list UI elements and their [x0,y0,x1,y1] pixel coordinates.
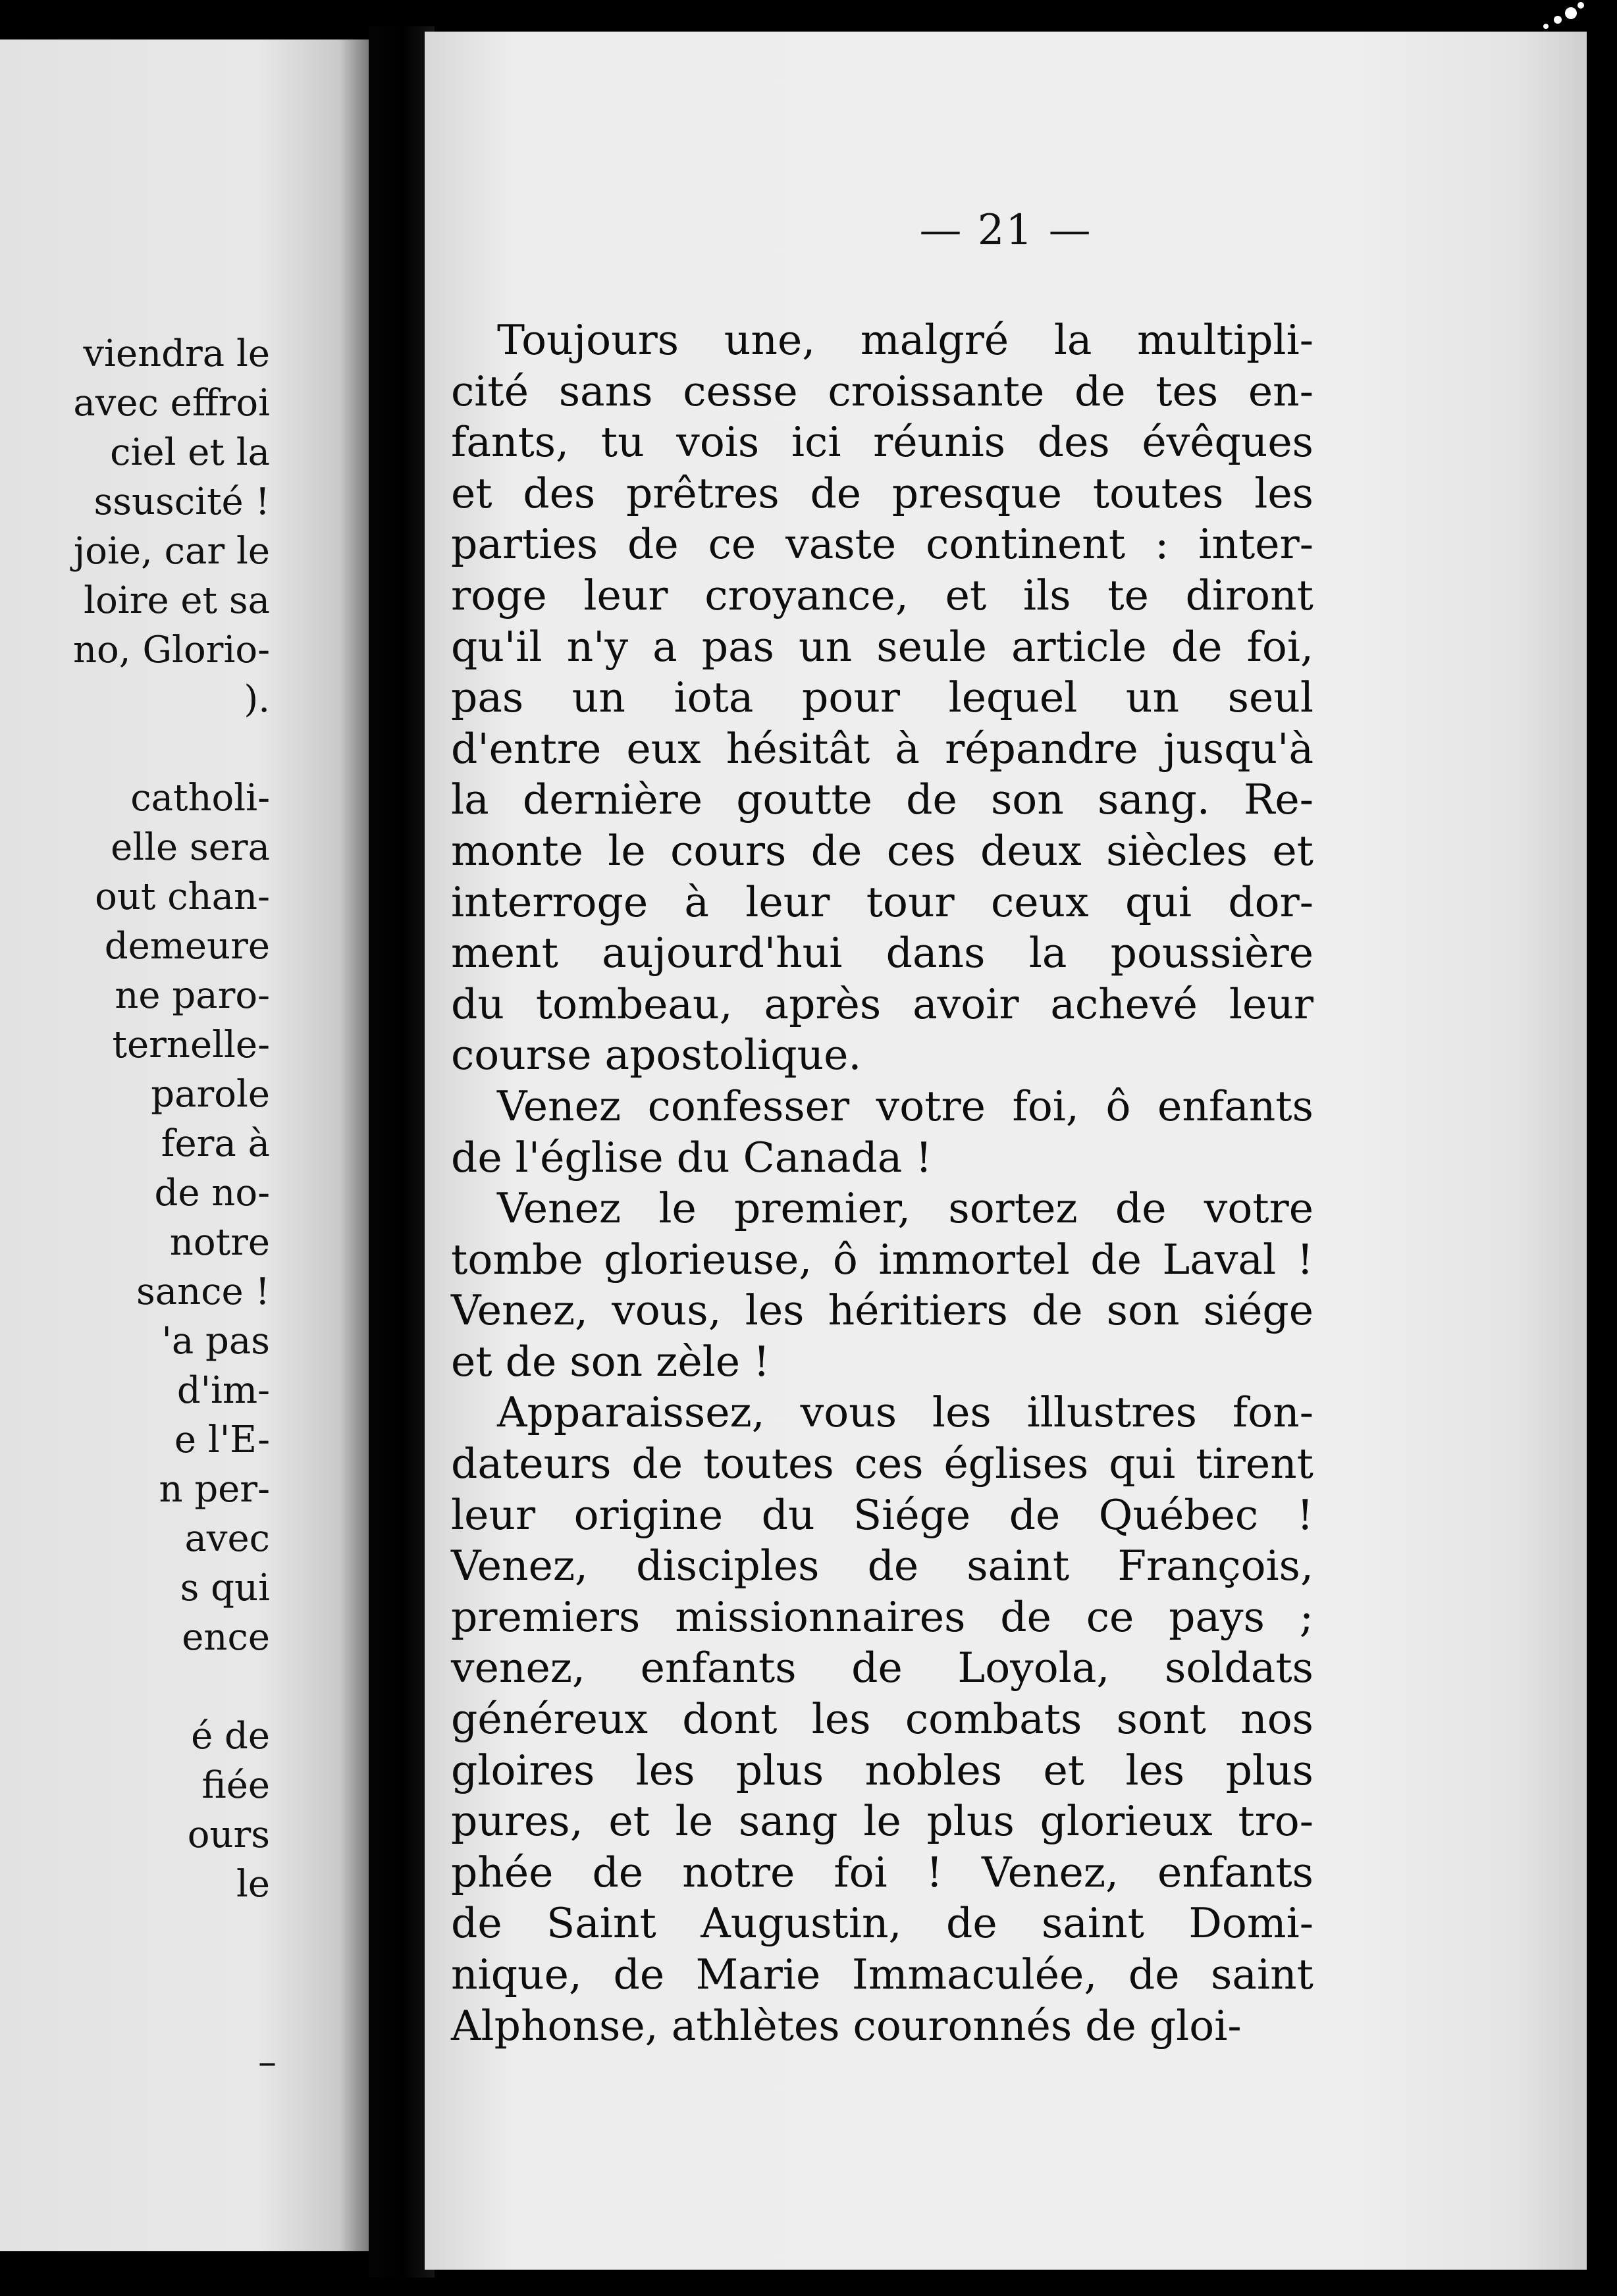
paragraph [451,1081,1313,1183]
text-line: pures, et le sang le plus glorieux tro- [451,1797,1313,1846]
previous-page-line: viendra le [83,332,270,375]
previous-page-line: fera à [161,1122,270,1165]
previous-page-bottom-mark: – [258,2041,277,2083]
text-line: tombe glorieuse, ô immortel de Laval ! [451,1235,1313,1284]
previous-page-line: ne paro- [115,974,270,1017]
text-line: dateurs de toutes ces églises qui tirent [451,1440,1313,1488]
text-line: nique, de Marie Immaculée, de saint [451,1950,1313,1998]
text-line: Toujours une, malgré la multipli- [497,316,1313,364]
text-line: Apparaissez, vous les illustres fon- [497,1388,1313,1437]
text-line: roge leur croyance, et ils te diront [451,571,1313,619]
paragraph [451,1387,1313,2051]
text-line: Venez, vous, les héritiers de son siége [451,1286,1313,1335]
paragraph [451,315,1313,1081]
text-line: et des prêtres de presque toutes les [451,469,1313,517]
previous-page-line: ence [182,1616,270,1659]
text-line: fants, tu vois ici réunis des évêques [451,418,1313,467]
previous-page-text [0,329,270,1909]
text-line: venez, enfants de Loyola, soldats [451,1644,1313,1692]
text-line: de l'église du Canada ! [451,1133,932,1182]
previous-page-line: ternelle- [112,1024,270,1066]
previous-page-line: ciel et la [110,431,270,474]
text-line: la dernière goutte de son sang. Re- [451,775,1313,824]
text-line: Alphonse, athlètes couronnés de gloi- [451,2001,1242,2050]
text-line: généreux dont les combats sont nos [451,1695,1313,1744]
previous-page-line: ours [187,1813,270,1856]
text-line: premiers missionnaires de ce pays ; [451,1592,1313,1641]
text-line: parties de ce vaste continent : inter- [451,520,1313,569]
previous-page-line: avec effroi [73,382,270,425]
previous-page-line: loire et sa [84,579,270,622]
previous-page-line [0,1662,270,1711]
text-line: qu'il n'y a pas un seule article de foi, [451,622,1313,671]
text-line: Venez confesser votre foi, ô enfants [497,1082,1313,1130]
previous-page-line: demeure [104,925,270,968]
previous-page-line: s qui [180,1567,270,1609]
previous-page-line: sance ! [136,1270,270,1313]
previous-page-line [0,724,270,773]
text-line: ment aujourd'hui dans la poussière [451,929,1313,978]
previous-page-line: ). [244,678,270,721]
text-line: d'entre eux hésitât à répandre jusqu'à [451,724,1313,773]
text-line: leur origine du Siége de Québec ! [451,1490,1313,1539]
previous-page-line: ssuscité ! [93,481,270,523]
previous-page-line: catholi- [130,777,270,820]
current-page [425,32,1587,2270]
previous-page-line: parole [151,1073,270,1116]
previous-page-line: fiée [201,1764,270,1807]
text-line: et de son zèle ! [451,1337,770,1386]
previous-page-line: n per- [159,1468,270,1511]
text-line: phée de notre foi ! Venez, enfants [451,1848,1313,1896]
paragraph [451,1183,1313,1387]
previous-page-line: de no- [154,1172,270,1214]
previous-page-line: d'im- [176,1369,270,1412]
text-line: Venez, disciples de saint François, [451,1542,1313,1590]
text-line: Venez le premier, sortez de votre [497,1184,1313,1233]
page-body-text [451,315,1313,2051]
previous-page-fragment [0,39,369,2251]
text-line: de Saint Augustin, de saint Domi- [451,1899,1313,1948]
previous-page-line: avec [184,1517,270,1560]
text-line: pas un iota pour lequel un seul [451,673,1313,722]
previous-page-line: no, Glorio- [72,629,270,671]
page-number: — 21 — [919,206,1092,255]
text-line: gloires les plus nobles et les plus [451,1746,1313,1794]
previous-page-line: notre [169,1221,270,1264]
text-line: interroge à leur tour ceux qui dor- [451,877,1313,926]
scan-specks [1505,0,1597,46]
text-line: du tombeau, après avoir achevé leur [451,979,1313,1028]
previous-page-line: 'a pas [161,1320,270,1363]
previous-page-line: joie, car le [73,530,270,573]
previous-page-line: le [236,1863,270,1906]
previous-page-line: elle sera [111,826,270,869]
text-line: monte le cours de ces deux siècles et [451,826,1313,875]
previous-page-line: é de [191,1715,270,1758]
text-line: cité sans cesse croissante de tes en- [451,367,1313,415]
previous-page-line: e l'E- [174,1419,270,1461]
previous-page-line: out chan- [95,875,270,918]
text-line: course apostolique. [451,1031,862,1080]
